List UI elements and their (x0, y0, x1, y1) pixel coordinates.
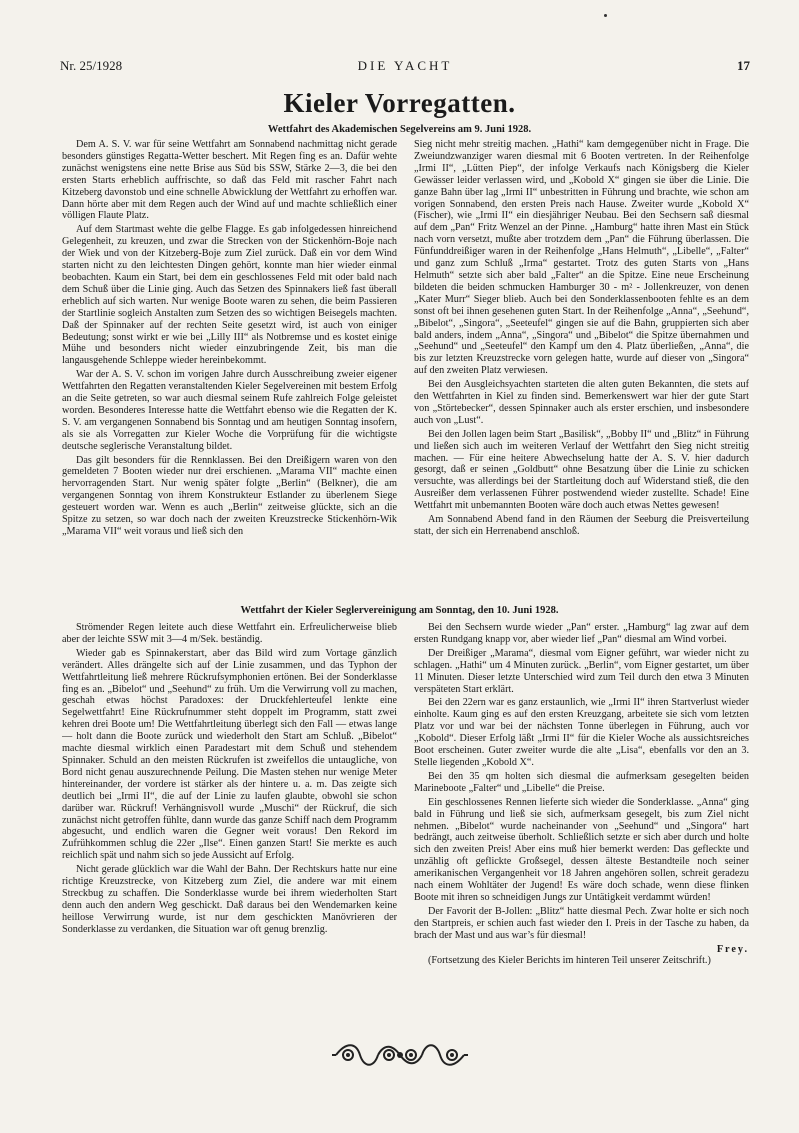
column-1 (62, 139, 397, 599)
article-title: Kieler Vorregatten. (283, 88, 516, 118)
paragraph: War der A. S. V. schon im vorigen Jahre durch Ausschreibung zweier eigener Wettfahrten den Regatten veranstaltenden Kieler Segelvereinen mit bestem Erfolg an die Seite getreten, so war auch diesmal seinem Rufe zahlreich Folge geleistet worden. Besonderes Interesse hatte die Wettfahrt ebenso wie die Regatten der K. S. V. am vergangenen Sonnabend bis Sonntag und am heutigen Sonntag insofern, als sie als Vorregatten zur Kieler Woche die Vorprüfung für die wichtigste deutsche seglerische Veranstaltung bildet. (62, 369, 397, 452)
print-speck (604, 14, 607, 17)
continuation-note: (Fortsetzung des Kieler Berichts im hinteren Teil unserer Zeitschrift.) (428, 955, 711, 967)
column-4 (414, 622, 749, 1022)
paragraph: Bei den 35 qm holten sich diesmal die aufmerksam gesegelten beiden Marineboote „Falter“ und „Libelle“ die Preise. (414, 770, 749, 794)
paragraph: Nicht gerade glücklich war die Wahl der Bahn. Der Rechtskurs hatte nur eine richtige Kreuzstrecke, von Kitzeberg zum Ziel, die andere war mit einem Streckbug zu schaffen. Die Sonderklasse wurde bei ihrem wiederholten Start denn auch den andern Weg geschickt. Daß daraus bei den Wendemarken keine heillose Verwirrung wurde, ist nur dem geschickten Manövrieren der Sonderklasse zu verdanken, die Situation war oft genug brenzlig. (62, 864, 397, 935)
page-number: 17 (737, 58, 750, 73)
page-header (60, 58, 750, 76)
paragraph: Dem A. S. V. war für seine Wettfahrt am Sonnabend nachmittag nicht gerade besonders günstiges Regatta-Wetter beschert. Mit Regen fing es an. Dafür wehte zunächst wenigstens eine nette Brise aus Süd bis SSW, Stärke 2—3, die bei den ersten Starts erheblich auffrischte, so daß das Feld mit rascher Fahrt nach Kitzeberg davonstob und eine schnelle Abwicklung der Wettfahrt zu erhoffen war. Dann hörte aber mit dem Regen auch der Wind auf und machte schließlich einer völligen Flaute Platz. (62, 139, 397, 222)
magazine-name: DIE YACHT (357, 58, 453, 73)
issue-number: Nr. 25/1928 (60, 58, 123, 73)
paragraph: Bei den Ausgleichsyachten starteten die alten guten Bekannten, die stets auf den Wettfahrten in Kiel zu finden sind. Bemerkenswert war hier der gute Start von „Störtebecker“, dessen Spinnaker auch als erster erschien, und insbesondere auch von „Lust“. (414, 379, 749, 426)
paragraph: Bei den 22ern war es ganz erstaunlich, wie „Irmi II“ ihren Startverlust wieder einholte. Kaum ging es auf den ersten Kreuzgang, arbeitete sie sich vom letzten Platz vor und war bei der nächsten Tonne überlegen in Führung, auch vor „Kobold“. Dieser Erfolg läßt „Irmi II“ für die Kieler Woche als aussichtsreiches Boot erscheinen. Guter zweiter wurde die alte „Lisa“, ebenfalls vor den an 3. Stelle liegenden „Kobold X“. (414, 697, 749, 768)
column-2 (414, 139, 749, 599)
paragraph: Bei den Jollen lagen beim Start „Basilisk“, „Bobby II“ und „Blitz“ in Führung und ließen sich auch im weiteren Verlauf der Wettfahrt den Sieg nicht streitig machen. — Für eine heitere Abwechselung hatte der A. S. V. hier dadurch gesorgt, daß er seinen „Goldbutt“ ohne Besatzung über die Linie zu schicken versuchte, was allerdings bei der Startleitung doch auf Widerstand stieß, die den Ausreißer dem verlassenen Führer postwendend wieder zustellte. Schade! Eine Wettfahrt mit unbemannten Booten wäre doch auch etwas Nettes gewesen! (414, 428, 749, 512)
section-heading-2: Wettfahrt der Kieler Seglervereinigung am Sonntag, den 10. Juni 1928. (240, 605, 559, 616)
paragraph: Sieg nicht mehr streitig machen. „Hathi“ kam demgegenüber nicht in Frage. Die Zweiundzwanziger waren diesmal mit 6 Booten vertreten. In der Reihenfolge „Irmi II“, „Lütten Piep“, der infolge Verkaufs nach Königsberg die Kieler Gewässer leider verlassen wird, und „Kobold X“ gingen sie über die Linie. Die ganze Bahn über lag „Irmi II“ unbestritten in Führung und brachte, wie schon am vorigen Sonnabend, den ersten Preis nach Hause. Zweiter wurde „Kobold X“ (Fischer), wie „Irmi II“ ein diesjähriger Neubau. Bei den Sechsern saß diesmal auf dem „Pan“ Fritz Wenzel an der Pinne. „Hamburg“ hatte ihren Mast ein Stück nach vorn versetzt, mußte aber trotzdem dem „Pan“ die Führung überlassen. Die Fünfunddreißiger waren in der Reihenfolge „Hans Helmuth“, „Libelle“, „Falter“ und ganz zum Schluß „Irma“ gestartet. Trotz des guten Starts von „Hans Helmuth“ setzte sich aber bald „Falter“ an die Spitze. Eine neue Erscheinung bildeten die beiden schmucken Hamburger 30 - m² - Jollenkreuzer, von denen „Kater Murr“ Sieger blieb. Auch bei den Sonderklassenbooten fehlte es an dem sonst oft bei ihnen gesehenen guten Start. In der Reihenfolge „Anna“, „Seehund“, „Bibelot“, „Singora“, „Seeteufel“ gingen sie auf die Bahn, gruppierten sich aber bald anders, indem „Anna“, „Singora“ und „Bibelot“ die Spitze übernahmen und „Seehund“ und „Seeteufel“ den Kampf um den 4. Platz überließen, „Anna“, die bis zur letzten Kreuzstrecke vorn gelegen hatte, wurde auf dieser von „Singora“ auf den zweiten Platz verwiesen. (414, 139, 749, 377)
paragraph: Das gilt besonders für die Rennklassen. Bei den Dreißigern waren von den gemeldeten 7 Booten wieder nur drei erschienen. „Marama VII“ machte einen hervorragenden Start. Nur wenig später folgte „Berlin“ (Belkner), die am vergangenen Sonntag von ihrem Konstrukteur Estlander zu überlenem Siege gesteuert worden war. Wenn es auch „Berlin“ zeitweise glückte, sich an die Spitze zu setzen, so war doch nach der zweiten Kreuzstrecke Stickenhörn-Wik „Marama VII“ weit voraus und ließ sich den (62, 454, 397, 537)
paragraph: Der Favorit der B-Jollen: „Blitz“ hatte diesmal Pech. Zwar holte er sich noch den Startpreis, er schien auch fast wieder den I. Preis in der Tasche zu haben, da brach der Mast und aus war’s für diesmal! (414, 905, 749, 941)
paragraph: Der Dreißiger „Marama“, diesmal vom Eigner geführt, war wieder nicht zu schlagen. „Hathi“ um 4 Minuten zurück. „Berlin“, vom Eigner gestartet, um über 11 Minuten. Dieser letzte Unterschied wird zum Teil durch den etwa 3 Minuten verspäteten Start erklärt. (414, 647, 749, 695)
paragraph: Bei den Sechsern wurde wieder „Pan“ erster. „Hamburg“ lag zwar auf dem ersten Rundgang knapp vor, aber wieder lief „Pan“ diesmal am Wind vorbei. (414, 622, 749, 645)
section-heading-1: Wettfahrt des Akademischen Segelvereins am 9. Juni 1928. (267, 124, 532, 135)
column-3 (62, 622, 397, 1012)
paragraph: Ein geschlossenes Rennen lieferte sich wieder die Sonderklasse. „Anna“ ging bald in Führung und ließ sie sich, aufmerksam gesegelt, bis zum Ziel nicht nehmen. „Bibelot“ wurde nacheinander von „Seehund“ und „Singora“ hart bedrängt, auch zeitweise überholt. Schließlich setzte er sich aber durch und holte sich den zweiten Preis! Aber eins muß hier bemerkt werden: Das gefleckte und unzählig oft geflickte Großsegel, dessen älteste Bestandteile noch seiner amerikanischen Vergangenheit vor 18 Jahren angehören sollen, schreit geradezu nach einem Wohltäter der Jugend! Es wäre doch schade, wenn diese flinken Boote mit ihren so schneidigen Jungs zur Untätigkeit verdammt würden! (414, 796, 749, 903)
paragraph: Strömender Regen leitete auch diese Wettfahrt ein. Erfreulicherweise blieb aber der leichte SSW mit 3—4 m/Sek. beständig. (62, 622, 397, 645)
paragraph: Auf dem Startmast wehte die gelbe Flagge. Es gab infolgedessen hinreichend Gelegenheit, zu kreuzen, und zwar die Strecken von der Stickenhörn-Boje nach der Wiek und von der Kitzeberg-Boje zum Ziel zurück. Daß ein vor dem Wind starten nicht zu den leichtesten Dingen gehört, konnte man hier wieder einmal beobachten. Kaum ein Start, bei dem ein geschlossenes Feld mit oder bald nach dem Schuß über die Linie ging. Auch das Setzen des Spinnakers ließ fast überall erheblich auf sich warten. Nur wenige Boote waren zu sehen, die beim Passieren der Startlinie sogleich Anstalten zum Setzen des so wichtigen Beisegels machten. Daß der Spinnaker auf der rechten Seite gesetzt wird, ist auch von einiger Bedeutung; sonst wirkt er wie bei „Lilly III“ als Notbremse und es kostet einige Mühe und besonders nicht wieder einzubringende Zeit, bis man die langausgehende Schleppe wieder hereinbekommt. (62, 224, 397, 367)
paragraph: Wieder gab es Spinnakerstart, aber das Bild wird zum Vortage gänzlich verändert. Alles drängelte sich auf der Linie zusammen, und das Typhon der Wettfahrtleitung ließ mehrere Rückrufsymphonien ertönen. Bei der Sonderklasse fing es an. „Bibelot“ und „Seehund“ zu früh. Um die Verwirrung voll zu machen, geschah etwas höchst Paradoxes: der Druckfehlerteufel lenkte eine Segelwettfahrt! Eine Rückrufnummer steht doppelt im Programm, statt zwei kehren drei Boote um! Die Wettfahrtleitung überlegt sich den Fall — etwas lange — holt dann die Boote zurück und wiederholt den Start am Schluß. „Bibelot“ machte diesmal wirklich einen Paradestart mit dem Schuß und stehendem Spinnaker. Schuld an den meisten Rückrufen ist zweifellos die untaugliche, von Bord nicht genau auszurechnende Peilung. Die Masten stehen nur wenige Meter hintereinander, der vordere ist stärker als der hintere u. a. m. Das zeigte sich deutlich bei „Irmi II“, die auf der Linie zu laufen glaubte, obwohl sie schon darüber war. Rückruf! Verhängnisvoll wurde „Muschi“ der Rückruf, die sich zunächst nicht getroffen fühlte, dann wurde das ganze Schiff nach dem Programm abgesucht, und endlich waren die Gegner weit voraus! Den Rekord im Zufrühkommen schlug die 22er „Ilse“. Einen ganzen Start! Sie merkte es auch reichlich spät und nahm sich so jede Aussicht auf Erfolg. (62, 647, 397, 862)
paragraph: Am Sonnabend Abend fand in den Räumen der Seeburg die Preisverteilung statt, der sich ein Herrenabend anschloß. (414, 514, 749, 537)
ornament-vignette (330, 1040, 470, 1070)
author-signature: Frey. (716, 943, 749, 955)
